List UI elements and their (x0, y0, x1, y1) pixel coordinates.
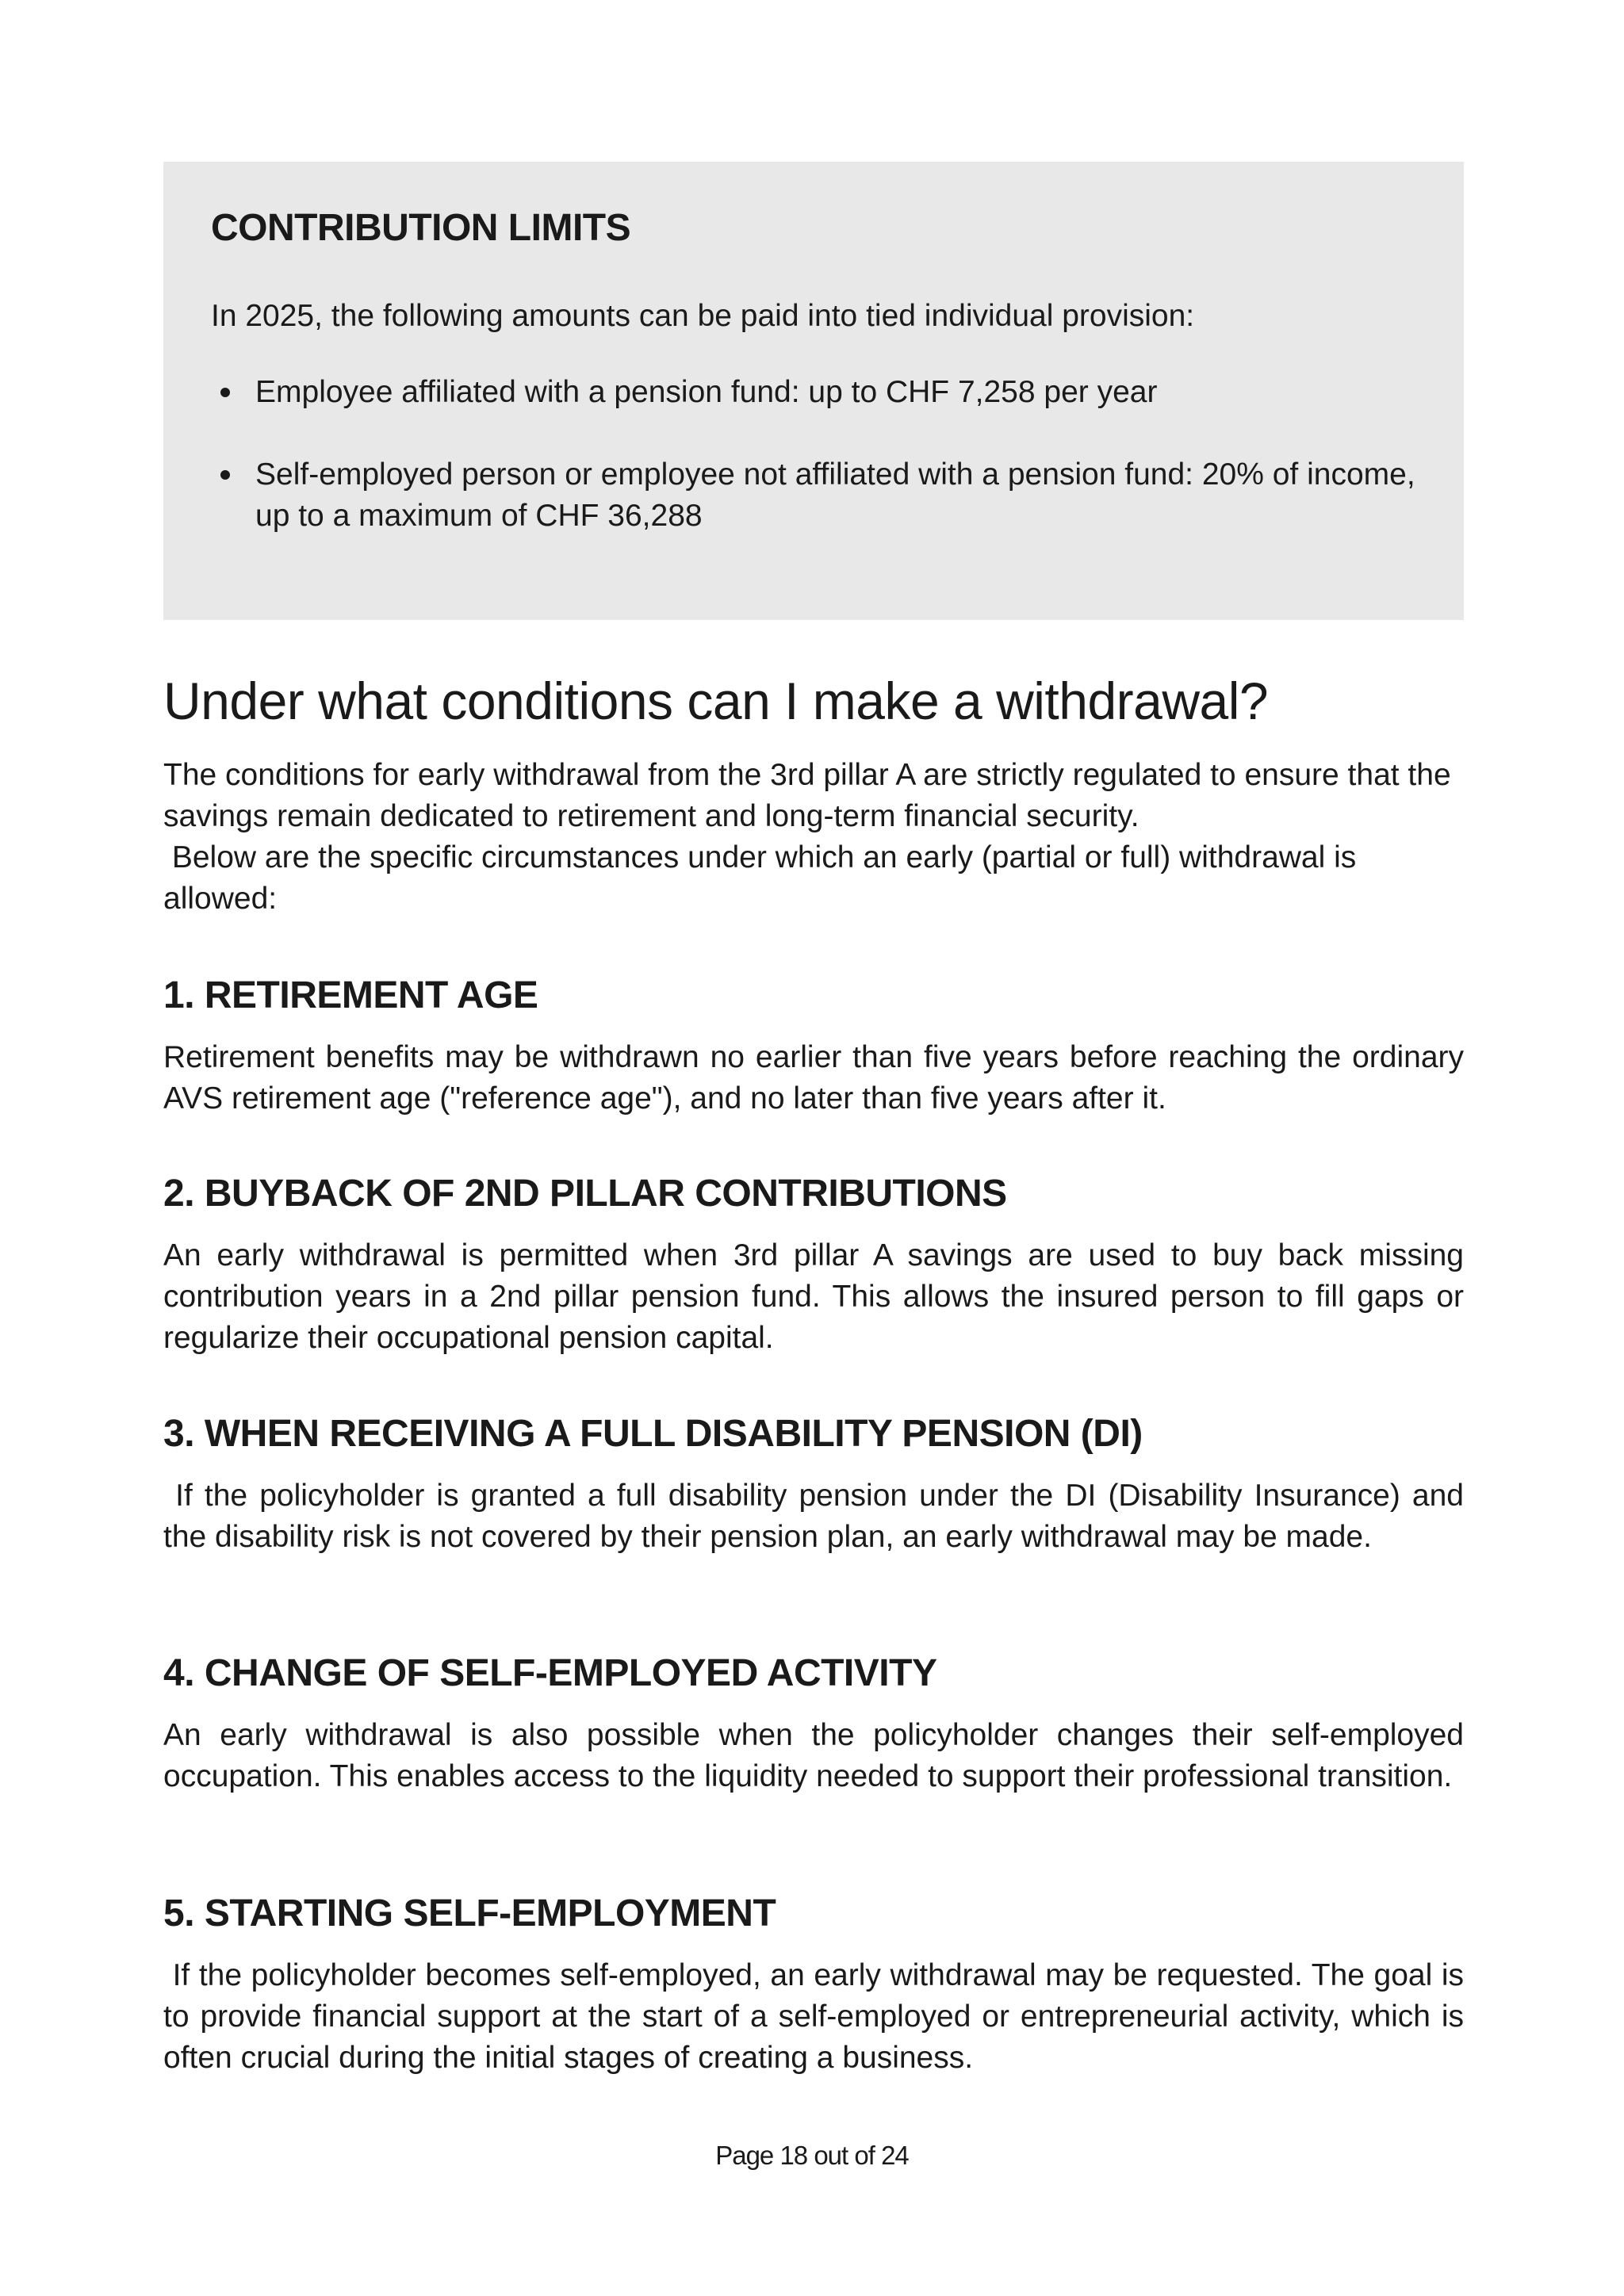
section-retirement-age (163, 974, 1464, 1119)
intro-line-2: Below are the specific circumstances under which an early (partial or full) withdrawal is allowed: (163, 840, 1365, 916)
withdrawal-intro (163, 755, 1464, 920)
section-body: An early withdrawal is also possible when the policyholder changes their self-employed occupation. This enables access to the liquidity needed to support their professional transition. (163, 1718, 1464, 1793)
section-title: 5. STARTING SELF-EMPLOYMENT (163, 1892, 776, 1934)
list-item-text: Employee affiliated with a pension fund: up to CHF 7,258 per year (255, 374, 1158, 409)
section-change-activity (163, 1652, 1464, 1797)
contribution-limits-title: CONTRIBUTION LIMITS (211, 207, 631, 249)
section-starting-self-employment (163, 1892, 1473, 2079)
section-buyback (163, 1175, 1464, 1359)
section-body: Retirement benefits may be withdrawn no earlier than five years before reaching the ordinary AVS retirement age ("reference age"), and no later than five years after it. (163, 1040, 1464, 1115)
page-number: Page 18 out of 24 (715, 2141, 909, 2170)
list-item (211, 372, 1416, 413)
section-title: 1. RETIREMENT AGE (163, 974, 538, 1016)
withdrawal-heading: Under what conditions can I make a withdrawal? (163, 672, 1269, 730)
section-title: 3. WHEN RECEIVING A FULL DISABILITY PENSION (DI) (163, 1413, 1143, 1455)
contribution-limits-box (163, 162, 1464, 620)
section-title: 2. BUYBACK OF 2ND PILLAR CONTRIBUTIONS (163, 1173, 1007, 1215)
list-item (211, 454, 1416, 537)
section-title: 4. CHANGE OF SELF-EMPLOYED ACTIVITY (163, 1652, 937, 1694)
list-item-text: Self-employed person or employee not affiliated with a pension fund: 20% of income, up to a maximum of CHF 36,288 (255, 457, 1415, 533)
contribution-limits-intro: In 2025, the following amounts can be paid into tied individual provision: (211, 299, 1195, 333)
section-body: An early withdrawal is permitted when 3rd pillar A savings are used to buy back missing contribution years in a 2nd pillar pension fund. This allows the insured person to fill gaps or regularize their occupational pension capital. (163, 1238, 1464, 1355)
section-body: If the policyholder becomes self-employed, an early withdrawal may be requested. The goal is to provide financial support at the start of a self-employed or entrepreneurial activity, which is often crucial during the initial stages of creating a business. (163, 1958, 1473, 2075)
intro-line-1: The conditions for early withdrawal from the 3rd pillar A are strictly regulated to ensure that the savings remain dedicated to retirement and long-term financial security. (163, 758, 1451, 833)
section-body: If the policyholder is granted a full disability pension under the DI (Disability Insurance) and the disability risk is not covered by their pension plan, an early withdrawal may be made. (163, 1479, 1473, 1554)
section-disability (163, 1413, 1473, 1558)
contribution-limits-list (211, 372, 1416, 537)
bullet-icon (220, 388, 230, 397)
bullet-icon (220, 470, 230, 480)
